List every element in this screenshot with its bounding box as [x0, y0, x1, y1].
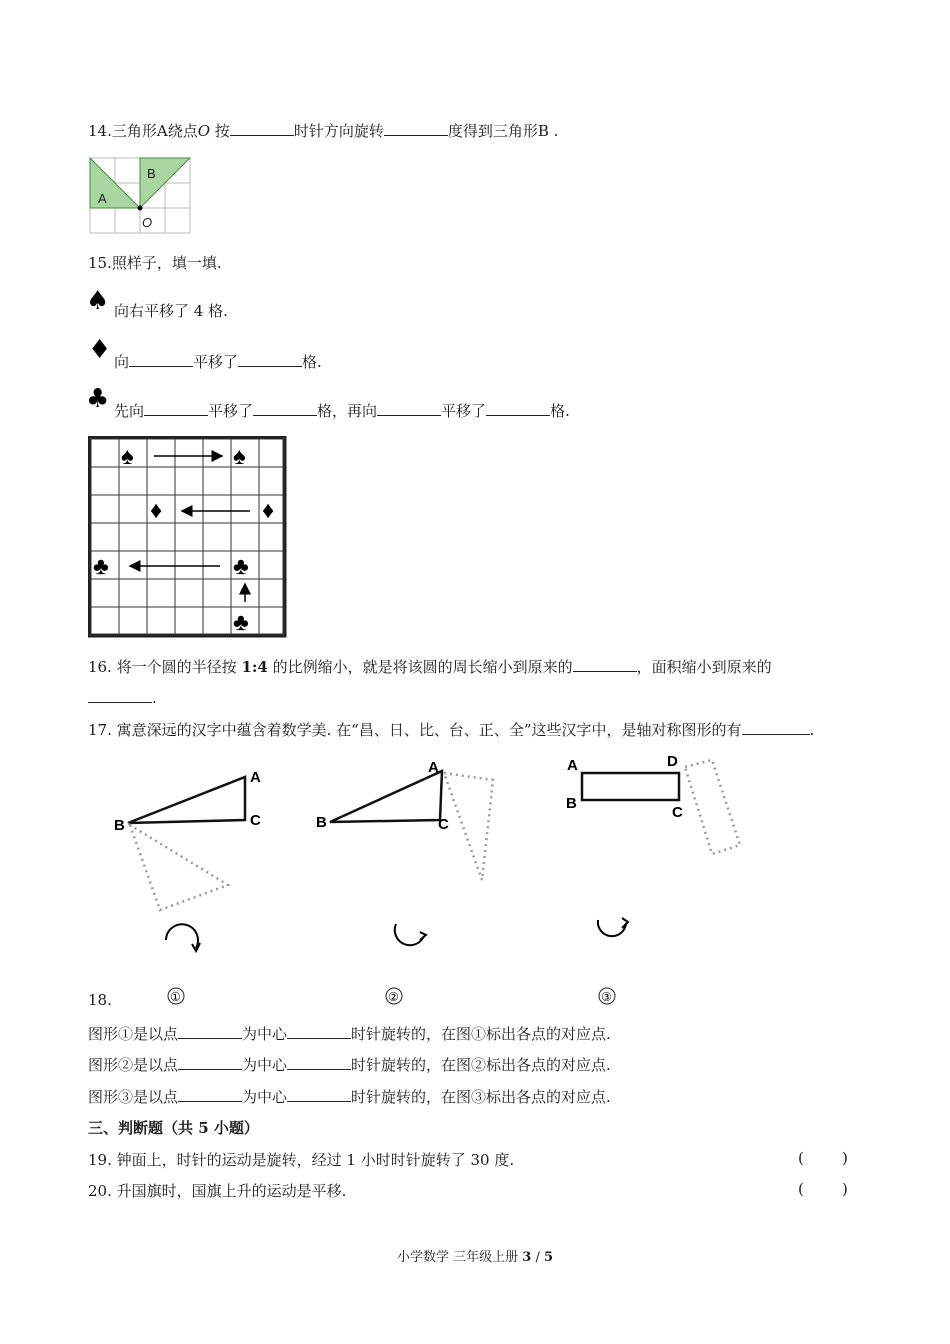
grid-club-icon: ♣ [93, 553, 109, 580]
grid-diamond-icon: ♦ [150, 497, 163, 524]
blank[interactable] [178, 1055, 242, 1070]
question-20: 20. 升国旗时，国旗上升的运动是平移. [88, 1182, 347, 1200]
blank[interactable] [178, 1087, 242, 1102]
blank[interactable] [486, 401, 550, 416]
svg-text:②: ② [388, 990, 399, 1004]
svg-text:A: A [428, 759, 439, 776]
svg-text:B: B [566, 795, 577, 812]
label-o: O [142, 215, 153, 230]
label-b: B [147, 166, 156, 181]
svg-text:B: B [114, 817, 125, 834]
svg-text:C: C [250, 812, 261, 829]
blank[interactable] [144, 401, 208, 416]
question-17: 17. 寓意深远的汉字中蕴含着数学美. 在“昌、日、比、台、正、全”这些汉字中，是轴对称图形的有 . [88, 721, 815, 739]
rotate-cw-icon [598, 920, 626, 936]
figure-15-grid [88, 436, 288, 638]
q18-line2: 图形②是以点 为中心 时针旋转的，在图②标出各点的对应点. [88, 1056, 611, 1074]
blank[interactable] [230, 121, 294, 136]
blank[interactable] [573, 657, 637, 672]
blank[interactable] [238, 352, 302, 367]
blank[interactable] [287, 1024, 351, 1039]
svg-text:A: A [567, 757, 578, 774]
fig2-rotated [444, 773, 493, 880]
blank[interactable] [178, 1024, 242, 1039]
blank[interactable] [287, 1087, 351, 1102]
answer-paren[interactable]: ( ) [798, 1180, 848, 1198]
question-14: 14.三角形A绕点O 按 时针方向旋转 度得到三角形B . [88, 122, 559, 140]
question-16: 16. 将一个圆的半径按 1:4 的比例缩小，就是将该圆的周长缩小到原来的 ，面积缩小到原来的 [88, 658, 772, 676]
svg-text:B: B [316, 814, 327, 831]
svg-text:A: A [250, 769, 261, 786]
blank[interactable] [129, 352, 193, 367]
blank[interactable] [377, 401, 441, 416]
fig3-rotated [685, 760, 740, 854]
spade-icon: ♠ [86, 286, 110, 316]
figure-14-rotation-grid [88, 156, 194, 236]
q18-line1: 图形①是以点 为中心 时针旋转的，在图①标出各点的对应点. [88, 1025, 611, 1043]
question-15: 15.照样子，填一填. [88, 254, 222, 272]
answer-paren[interactable]: ( ) [798, 1149, 848, 1167]
q15-line2: 向 平移了 格. [114, 353, 322, 371]
club-icon: ♣ [86, 384, 110, 414]
blank[interactable] [384, 121, 448, 136]
grid-diamond-icon: ♦ [262, 497, 275, 524]
label-a: A [98, 191, 107, 206]
question-18: 18. [88, 991, 112, 1009]
figure-18-rotations [100, 752, 760, 1014]
svg-text:①: ① [170, 990, 181, 1004]
svg-text:③: ③ [601, 990, 612, 1004]
blank[interactable] [88, 688, 152, 703]
page-footer: 小学数学 三年级上册 3 / 5 [396, 1250, 554, 1265]
blank[interactable] [287, 1055, 351, 1070]
q18-line3: 图形③是以点 为中心 时针旋转的，在图③标出各点的对应点. [88, 1088, 611, 1106]
question-16-cont: . [88, 688, 157, 707]
svg-text:C: C [672, 804, 683, 821]
fig1-rotated [130, 825, 228, 910]
q15-line1: 向右平移了 4 格. [114, 302, 228, 320]
grid-spade-icon: ♠ [121, 443, 134, 470]
fig3-rectangle [582, 773, 679, 800]
blank[interactable] [742, 720, 810, 735]
grid-spade-icon: ♠ [233, 443, 246, 470]
rotate-cw-icon [395, 924, 424, 945]
q15-line3: 先向 平移了 格，再向 平移了 格. [114, 402, 570, 420]
svg-text:C: C [438, 816, 449, 833]
grid-club-icon: ♣ [233, 553, 249, 580]
fig1-triangle [128, 777, 245, 823]
grid-club-icon: ♣ [233, 609, 249, 636]
blank[interactable] [253, 401, 317, 416]
section-heading: 三、判断题（共 5 小题） [88, 1119, 259, 1137]
question-19: 19. 钟面上，时针的运动是旋转，经过 1 小时时针旋转了 30 度. [88, 1151, 515, 1169]
diamond-icon: ♦ [88, 335, 112, 365]
fig2-triangle [330, 771, 442, 822]
svg-text:D: D [667, 753, 678, 770]
